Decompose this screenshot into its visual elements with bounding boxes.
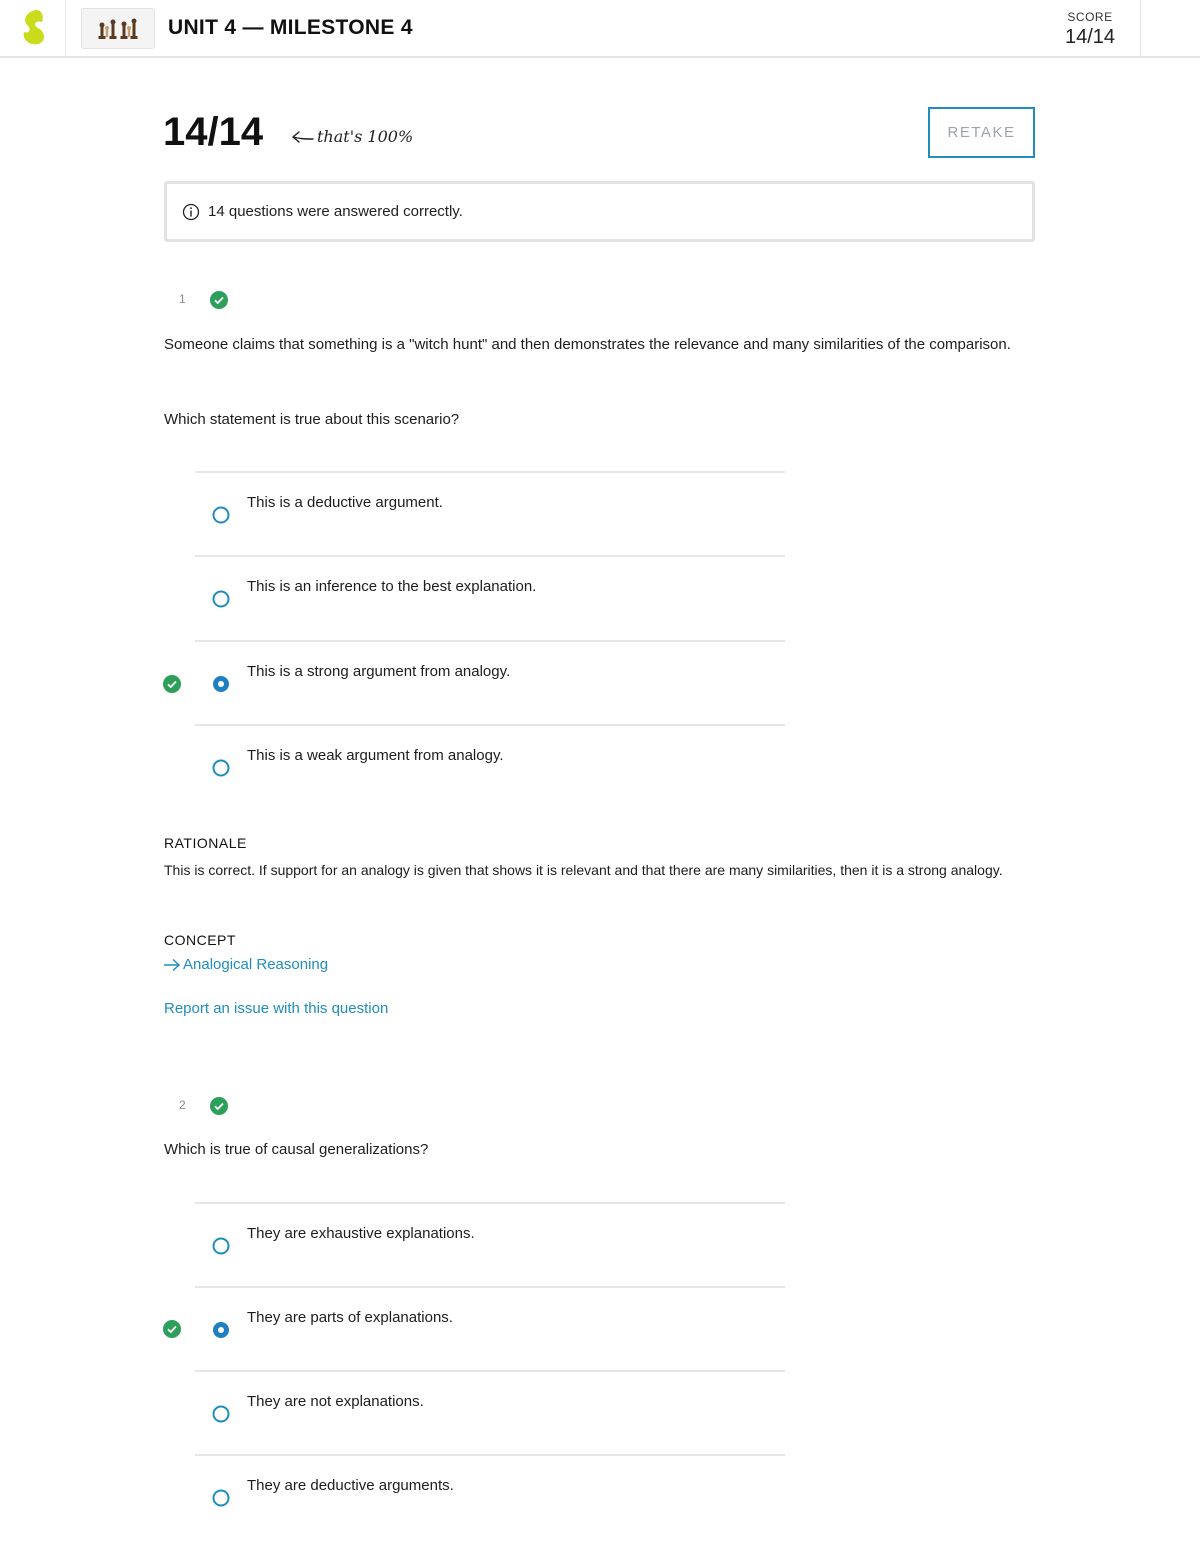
answer-option[interactable] bbox=[195, 1454, 785, 1538]
radio-unselected-icon[interactable] bbox=[212, 506, 230, 524]
radio-selected-icon[interactable] bbox=[212, 1321, 230, 1339]
question-number: 2 bbox=[179, 1098, 186, 1112]
sophia-logo-icon bbox=[18, 8, 48, 48]
correct-check-icon bbox=[163, 675, 181, 693]
question-number: 1 bbox=[179, 292, 186, 306]
info-text: 14 questions were answered correctly. bbox=[208, 203, 463, 220]
answer-option[interactable] bbox=[195, 1202, 785, 1286]
answer-option[interactable] bbox=[195, 1370, 785, 1454]
chess-pieces-icon bbox=[96, 16, 140, 42]
answer-option[interactable] bbox=[195, 724, 785, 808]
info-icon bbox=[182, 203, 200, 221]
correct-check-icon bbox=[210, 291, 228, 309]
rationale-heading: RATIONALE bbox=[164, 835, 247, 851]
question-text: Which is true of causal generalizations? bbox=[164, 1141, 429, 1158]
radio-selected-icon[interactable] bbox=[212, 675, 230, 693]
top-bar bbox=[0, 0, 1200, 58]
score-label: SCORE bbox=[1067, 10, 1113, 24]
arrow-right-icon bbox=[163, 958, 181, 972]
option-label: They are not explanations. bbox=[247, 1393, 424, 1410]
arrow-left-icon bbox=[290, 130, 314, 144]
radio-unselected-icon[interactable] bbox=[212, 759, 230, 777]
radio-unselected-icon[interactable] bbox=[212, 590, 230, 608]
correct-check-icon bbox=[210, 1097, 228, 1115]
option-label: They are parts of explanations. bbox=[247, 1309, 453, 1326]
unit-title: UNIT 4 — MILESTONE 4 bbox=[168, 16, 413, 39]
score-note-text: that's 100% bbox=[317, 127, 414, 146]
option-label: This is a weak argument from analogy. bbox=[247, 747, 504, 764]
radio-unselected-icon[interactable] bbox=[212, 1237, 230, 1255]
answer-option[interactable] bbox=[195, 471, 785, 555]
radio-unselected-icon[interactable] bbox=[212, 1405, 230, 1423]
score-value: 14/14 bbox=[1064, 26, 1116, 48]
question-prompt: Someone claims that something is a "witch hunt" and then demonstrates the relevance and many similarities of the comparison. bbox=[164, 336, 1011, 353]
concept-link-text[interactable]: Analogical Reasoning bbox=[183, 956, 329, 973]
result-score: 14/14 bbox=[163, 110, 264, 154]
radio-unselected-icon[interactable] bbox=[212, 1489, 230, 1507]
question-text: Which statement is true about this scenario? bbox=[164, 411, 460, 428]
logo[interactable] bbox=[0, 0, 66, 56]
info-banner bbox=[164, 181, 1035, 242]
retake-button[interactable]: RETAKE bbox=[928, 107, 1035, 158]
answer-option[interactable] bbox=[195, 555, 785, 639]
answer-option-selected[interactable] bbox=[195, 640, 785, 724]
option-label: They are deductive arguments. bbox=[247, 1477, 454, 1494]
rationale-text: This is correct. If support for an analogy is given that shows it is relevant and that there are many similarities, then it is a strong analogy. bbox=[164, 862, 1003, 878]
answer-option-selected[interactable] bbox=[195, 1286, 785, 1370]
score-note bbox=[290, 127, 413, 146]
option-label: This is a strong argument from analogy. bbox=[247, 663, 511, 680]
report-issue-link[interactable]: Report an issue with this question bbox=[164, 1000, 389, 1017]
unit-thumbnail bbox=[81, 8, 155, 49]
option-label: This is a deductive argument. bbox=[247, 494, 443, 511]
score-panel bbox=[1040, 0, 1141, 56]
option-label: This is an inference to the best explanation. bbox=[247, 578, 537, 595]
concept-heading: CONCEPT bbox=[164, 932, 236, 948]
correct-check-icon bbox=[163, 1320, 181, 1338]
concept-link[interactable] bbox=[163, 956, 328, 973]
option-label: They are exhaustive explanations. bbox=[247, 1225, 475, 1242]
